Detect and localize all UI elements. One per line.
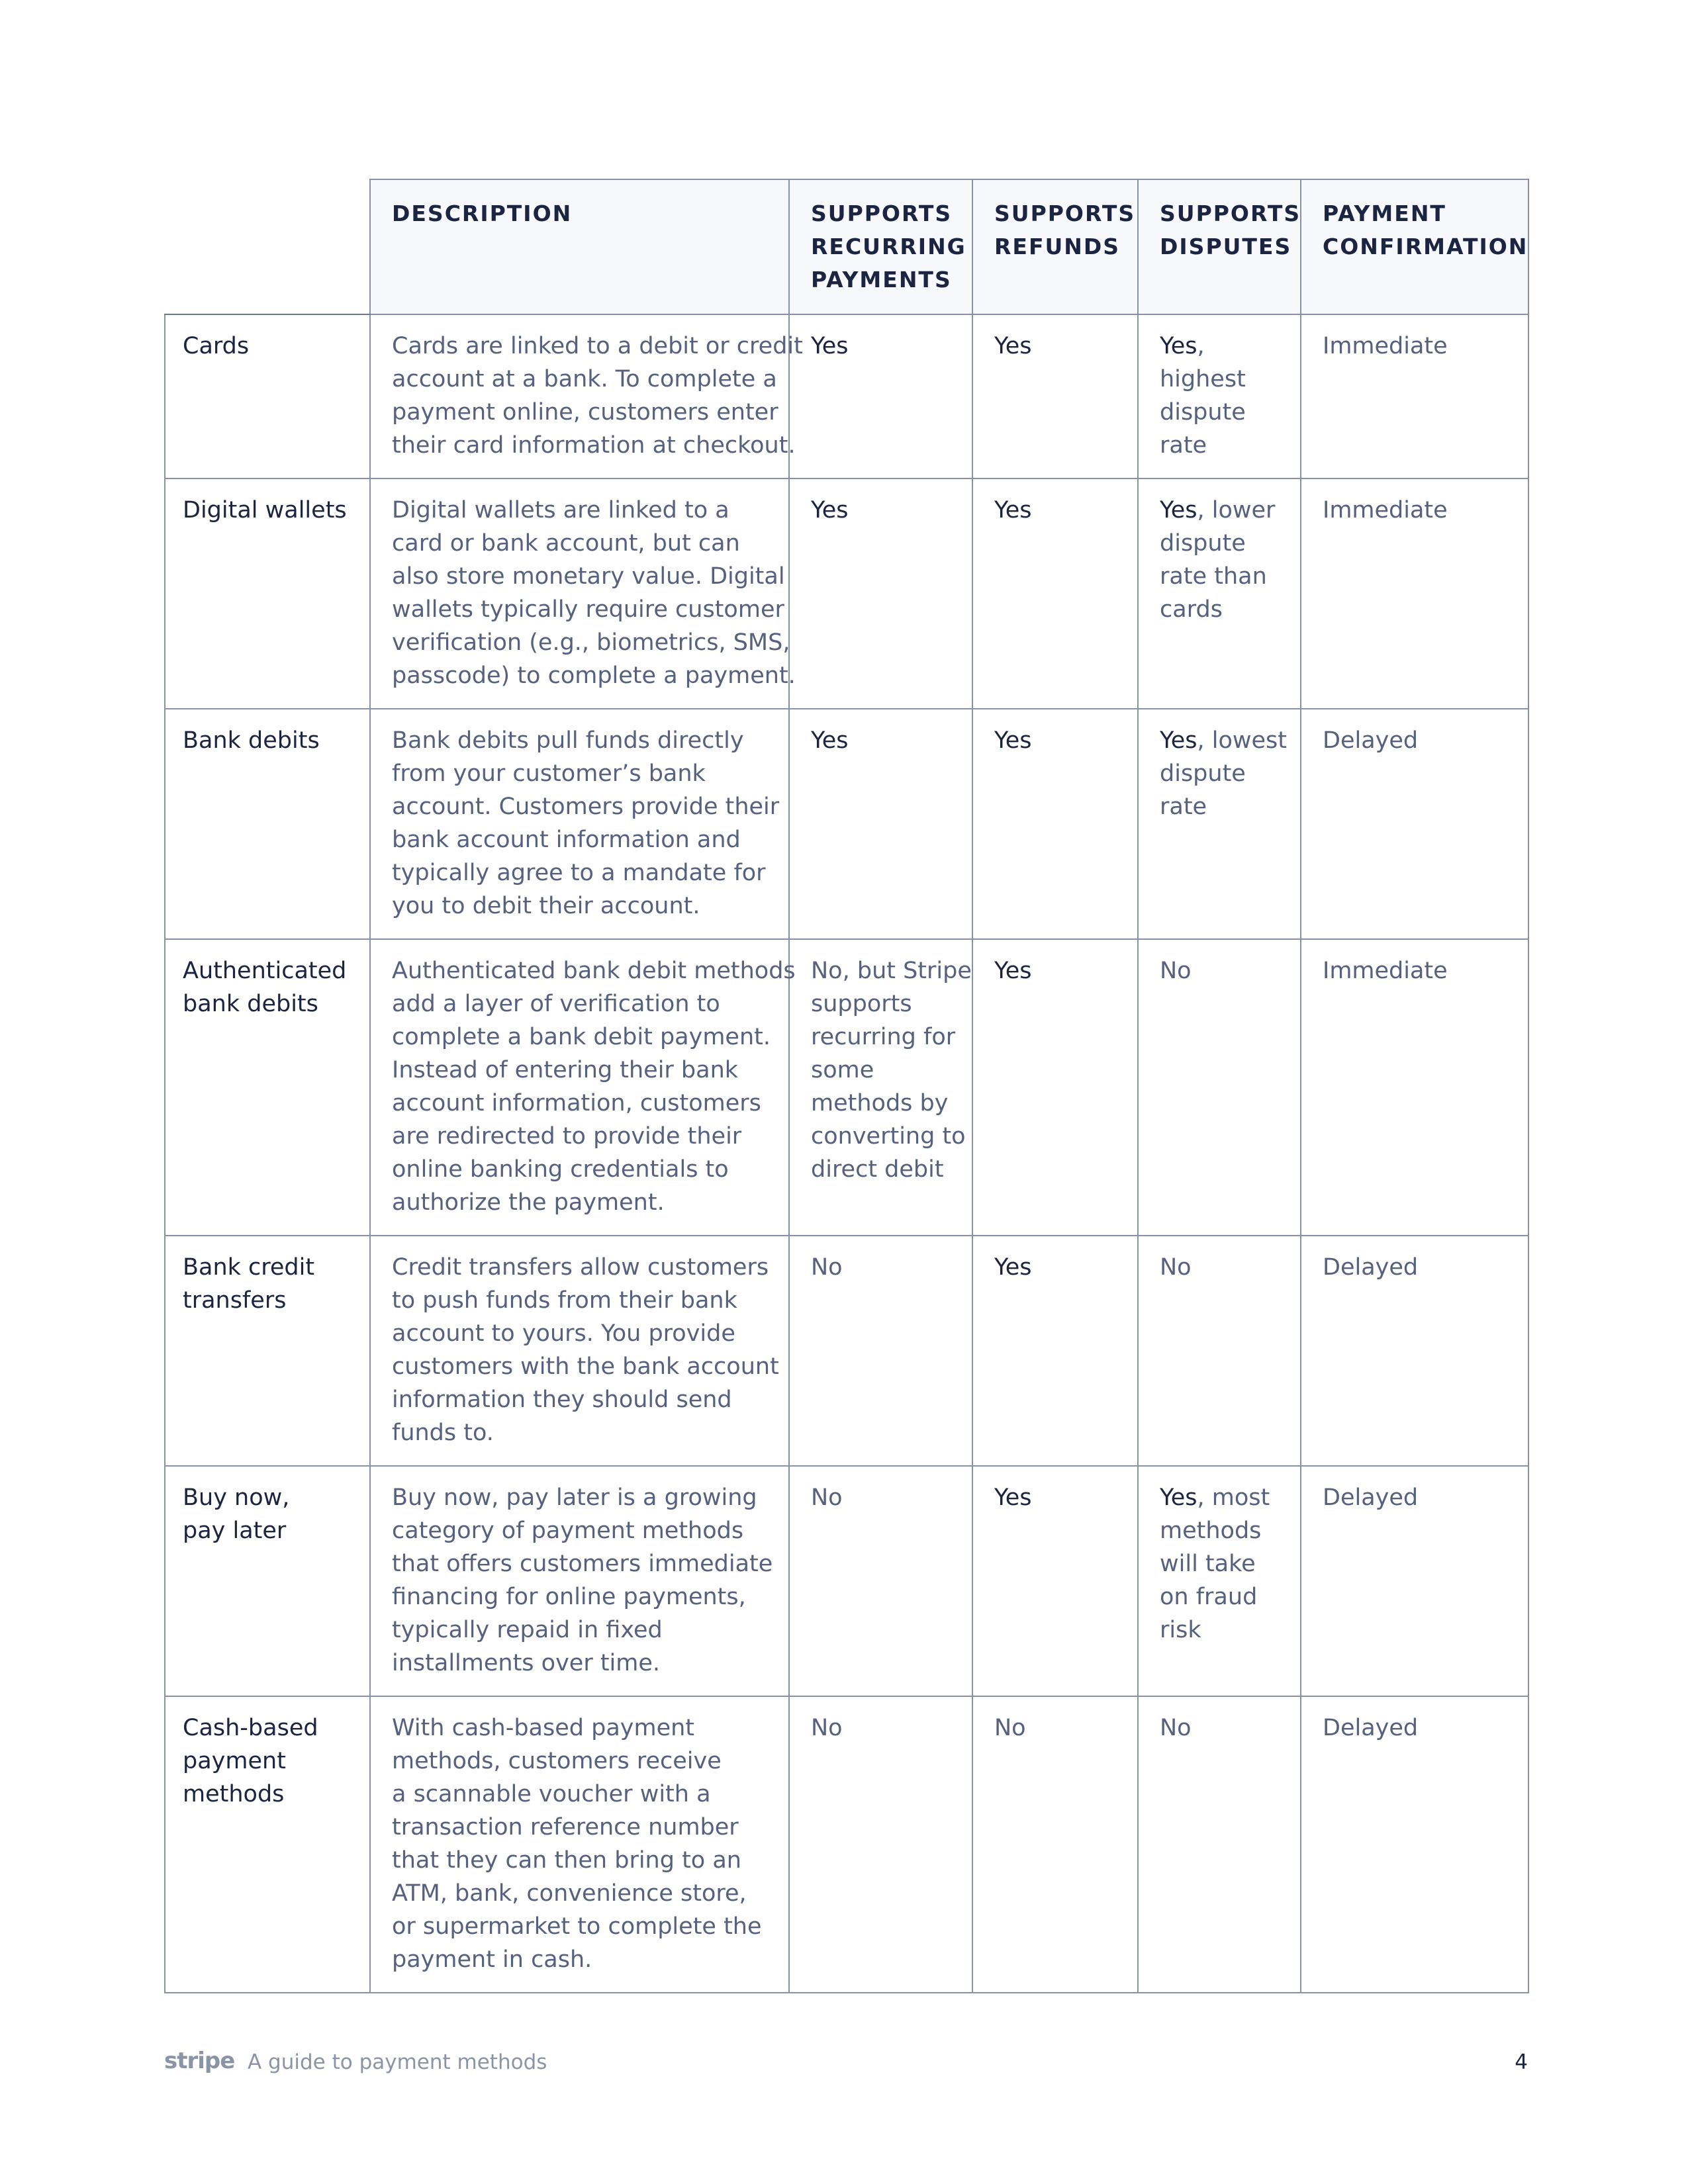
recurring-value-strong: Yes: [811, 497, 849, 523]
recurring-value-text: recurring for: [811, 1024, 956, 1050]
description-text: a scannable voucher with a: [392, 1781, 711, 1807]
disputes-cell: [1138, 1466, 1301, 1696]
disputes-value-line: [1160, 1481, 1287, 1514]
refunds-value-strong: Yes: [994, 727, 1032, 754]
row-label-cell: [165, 709, 370, 939]
description-text: from your customer’s bank: [392, 760, 706, 787]
recurring-value-text: direct debit: [811, 1156, 944, 1183]
description-text: account. Customers provide their: [392, 794, 780, 820]
disputes-cell: [1138, 1236, 1301, 1466]
description-text: Bank debits pull funds directly: [392, 727, 744, 754]
table-row: [165, 314, 1528, 478]
table-row: [165, 1466, 1528, 1696]
disputes-value-text: rate: [1160, 794, 1207, 820]
description-text: payment in cash.: [392, 1946, 592, 1973]
page-footer: [164, 2045, 1528, 2085]
recurring-value-text: methods by: [811, 1090, 949, 1116]
refunds-cell: [972, 478, 1138, 709]
column-header-description: [370, 179, 789, 314]
disputes-value-suffix: , lower: [1197, 497, 1276, 523]
description-text: verification (e.g., biometrics, SMS,: [392, 629, 790, 656]
column-header-text: SUPPORTS: [1160, 201, 1301, 226]
refunds-value-strong: Yes: [994, 497, 1032, 523]
row-label-cell: [165, 314, 370, 478]
column-header-refunds: [972, 179, 1138, 314]
row-label-text: Digital wallets: [183, 497, 347, 523]
description-text: transaction reference number: [392, 1814, 739, 1841]
description-text: typically repaid in fixed: [392, 1617, 663, 1643]
disputes-value-text: No: [1160, 1715, 1192, 1741]
description-text: bank account information and: [392, 827, 741, 853]
disputes-value-text: highest: [1160, 366, 1246, 392]
row-label-text: Cards: [183, 333, 250, 359]
disputes-value-text: No: [1160, 958, 1192, 984]
description-text: Digital wallets are linked to a: [392, 497, 729, 523]
disputes-value-text: cards: [1160, 596, 1223, 623]
description-text: Cards are linked to a debit or credit: [392, 333, 803, 359]
disputes-value-suffix: , most: [1197, 1484, 1270, 1511]
row-label-cell: [165, 1236, 370, 1466]
refunds-value-text: No: [994, 1715, 1026, 1741]
description-text: passcode) to complete a payment.: [392, 662, 796, 689]
refunds-value-strong: Yes: [994, 1484, 1032, 1511]
disputes-value-strong: Yes: [1160, 497, 1197, 523]
recurring-value-line: [811, 330, 959, 363]
confirmation-cell: [1301, 939, 1528, 1236]
recurring-value-strong: Yes: [811, 727, 849, 754]
disputes-cell: [1138, 314, 1301, 478]
column-header-text: PAYMENTS: [811, 267, 952, 293]
disputes-value-text: methods: [1160, 1518, 1262, 1544]
recurring-value-text: No: [811, 1715, 843, 1741]
description-text: are redirected to provide their: [392, 1123, 742, 1150]
refunds-value-line: [994, 494, 1124, 527]
column-header-disputes: [1138, 179, 1301, 314]
table-body: [165, 314, 1528, 1993]
confirmation-cell: [1301, 314, 1528, 478]
disputes-cell: [1138, 709, 1301, 939]
column-header-text: RECURRING: [811, 234, 966, 259]
disputes-value-line: [1160, 724, 1287, 757]
description-text: their card information at checkout.: [392, 432, 796, 459]
description-text: Buy now, pay later is a growing: [392, 1484, 757, 1511]
table-row: [165, 1236, 1528, 1466]
column-header-text: CONFIRMATION: [1323, 234, 1528, 259]
confirmation-cell: [1301, 1696, 1528, 1993]
refunds-value-line: [994, 330, 1124, 363]
table-row: [165, 478, 1528, 709]
disputes-value-text: rate: [1160, 432, 1207, 459]
recurring-cell: [789, 709, 972, 939]
description-text: With cash-based payment: [392, 1715, 695, 1741]
column-header-text: DESCRIPTION: [392, 201, 573, 226]
header-row: [165, 179, 1528, 314]
column-header-text: DISPUTES: [1160, 234, 1292, 259]
description-text: information they should send: [392, 1387, 732, 1413]
column-header-confirmation: [1301, 179, 1528, 314]
row-label-cell: [165, 939, 370, 1236]
description-text: online banking credentials to: [392, 1156, 729, 1183]
recurring-cell: [789, 314, 972, 478]
refunds-value-line: [994, 1481, 1124, 1514]
confirmation-cell: [1301, 1236, 1528, 1466]
column-header-text: PAYMENT: [1323, 201, 1446, 226]
footer-guide-title: A guide to payment methods: [248, 2050, 547, 2074]
recurring-cell: [789, 1696, 972, 1993]
description-text: financing for online payments,: [392, 1584, 746, 1610]
disputes-cell: [1138, 1696, 1301, 1993]
disputes-value-text: No: [1160, 1254, 1192, 1281]
description-text: or supermarket to complete the: [392, 1913, 762, 1940]
confirmation-value: Immediate: [1323, 497, 1448, 523]
confirmation-value: Immediate: [1323, 958, 1448, 984]
row-label-text: Authenticated: [183, 958, 347, 984]
description-text: add a layer of verification to: [392, 991, 720, 1017]
page-number: 4: [1515, 2050, 1528, 2074]
recurring-value-line: [811, 494, 959, 527]
description-cell: [370, 1236, 789, 1466]
confirmation-value: Delayed: [1323, 1254, 1419, 1281]
disputes-value-strong: Yes: [1160, 333, 1197, 359]
confirmation-value: Delayed: [1323, 1484, 1419, 1511]
description-text: authorize the payment.: [392, 1189, 665, 1216]
row-label-text: payment: [183, 1748, 286, 1774]
description-text: payment online, customers enter: [392, 399, 778, 426]
disputes-value-text: risk: [1160, 1617, 1201, 1643]
description-text: that offers customers immediate: [392, 1551, 773, 1577]
disputes-value-text: on fraud: [1160, 1584, 1258, 1610]
description-text: category of payment methods: [392, 1518, 744, 1544]
description-text: to push funds from their bank: [392, 1287, 737, 1314]
table-row: [165, 939, 1528, 1236]
disputes-value-suffix: , lowest: [1197, 727, 1288, 754]
refunds-cell: [972, 939, 1138, 1236]
description-cell: [370, 1696, 789, 1993]
description-cell: [370, 478, 796, 709]
disputes-value-suffix: ,: [1197, 333, 1205, 359]
disputes-value-text: rate than: [1160, 563, 1267, 590]
disputes-value-text: dispute: [1160, 760, 1246, 787]
description-text: card or bank account, but can: [392, 530, 740, 557]
description-text: account to yours. You provide: [392, 1320, 735, 1347]
description-text: typically agree to a mandate for: [392, 860, 766, 886]
row-label-cell: [165, 1696, 370, 1993]
description-text: that they can then bring to an: [392, 1847, 741, 1874]
refunds-value-line: [994, 1251, 1124, 1284]
refunds-cell: [972, 1236, 1138, 1466]
recurring-value-text: No, but Stripe: [811, 958, 972, 984]
refunds-value-strong: Yes: [994, 1254, 1032, 1281]
confirmation-cell: [1301, 478, 1528, 709]
recurring-value-text: some: [811, 1057, 874, 1083]
column-header-text: REFUNDS: [994, 234, 1121, 259]
row-label-text: pay later: [183, 1518, 287, 1544]
disputes-value-text: dispute: [1160, 399, 1246, 426]
row-label-cell: [165, 478, 370, 709]
column-header-recurring: [789, 179, 972, 314]
description-text: Credit transfers allow customers: [392, 1254, 769, 1281]
confirmation-cell: [1301, 709, 1528, 939]
row-label-text: Cash-based: [183, 1715, 318, 1741]
column-header-text: SUPPORTS: [811, 201, 953, 226]
table-header: [165, 179, 1528, 314]
description-text: installments over time.: [392, 1650, 661, 1676]
payment-methods-table: [164, 179, 1529, 1993]
description-text: methods, customers receive: [392, 1748, 722, 1774]
description-text: you to debit their account.: [392, 893, 700, 919]
row-label-text: Buy now,: [183, 1484, 290, 1511]
description-text: ATM, bank, convenience store,: [392, 1880, 747, 1907]
description-text: account information, customers: [392, 1090, 761, 1116]
refunds-value-line: [994, 954, 1124, 987]
disputes-value-line: [1160, 494, 1287, 527]
disputes-value-strong: Yes: [1160, 1484, 1197, 1511]
disputes-value-strong: Yes: [1160, 727, 1197, 754]
stripe-logo: stripe: [164, 2048, 235, 2074]
refunds-value-line: [994, 724, 1124, 757]
description-text: customers with the bank account: [392, 1353, 779, 1380]
disputes-value-text: will take: [1160, 1551, 1256, 1577]
confirmation-cell: [1301, 1466, 1528, 1696]
row-label-text: transfers: [183, 1287, 287, 1314]
table-row: [165, 1696, 1528, 1993]
recurring-value-text: No: [811, 1484, 843, 1511]
description-cell: [370, 939, 796, 1236]
refunds-value-strong: Yes: [994, 333, 1032, 359]
row-label-cell: [165, 1466, 370, 1696]
description-cell: [370, 709, 789, 939]
refunds-cell: [972, 314, 1138, 478]
description-text: funds to.: [392, 1420, 494, 1446]
description-cell: [370, 1466, 789, 1696]
confirmation-value: Delayed: [1323, 727, 1419, 754]
disputes-value-text: dispute: [1160, 530, 1246, 557]
description-cell: [370, 314, 803, 478]
description-text: Instead of entering their bank: [392, 1057, 739, 1083]
refunds-cell: [972, 1696, 1138, 1993]
column-header-label: [165, 179, 370, 314]
description-text: wallets typically require customer: [392, 596, 784, 623]
disputes-value-line: [1160, 330, 1287, 363]
description-text: complete a bank debit payment.: [392, 1024, 771, 1050]
recurring-cell: [789, 1236, 972, 1466]
row-label-text: bank debits: [183, 991, 318, 1017]
column-header-text: SUPPORTS: [994, 201, 1136, 226]
refunds-cell: [972, 709, 1138, 939]
confirmation-value: Delayed: [1323, 1715, 1419, 1741]
row-label-text: Bank credit: [183, 1254, 315, 1281]
description-text: Authenticated bank debit methods: [392, 958, 796, 984]
description-text: account at a bank. To complete a: [392, 366, 777, 392]
recurring-cell: [789, 478, 972, 709]
recurring-value-text: No: [811, 1254, 843, 1281]
recurring-value-text: supports: [811, 991, 912, 1017]
recurring-value-strong: Yes: [811, 333, 849, 359]
refunds-value-strong: Yes: [994, 958, 1032, 984]
refunds-cell: [972, 1466, 1138, 1696]
recurring-cell: [789, 939, 972, 1236]
confirmation-value: Immediate: [1323, 333, 1448, 359]
row-label-text: methods: [183, 1781, 285, 1807]
description-text: also store monetary value. Digital: [392, 563, 785, 590]
table-row: [165, 709, 1528, 939]
disputes-cell: [1138, 478, 1301, 709]
recurring-value-line: [811, 724, 959, 757]
recurring-value-text: converting to: [811, 1123, 966, 1150]
disputes-cell: [1138, 939, 1301, 1236]
recurring-cell: [789, 1466, 972, 1696]
row-label-text: Bank debits: [183, 727, 320, 754]
